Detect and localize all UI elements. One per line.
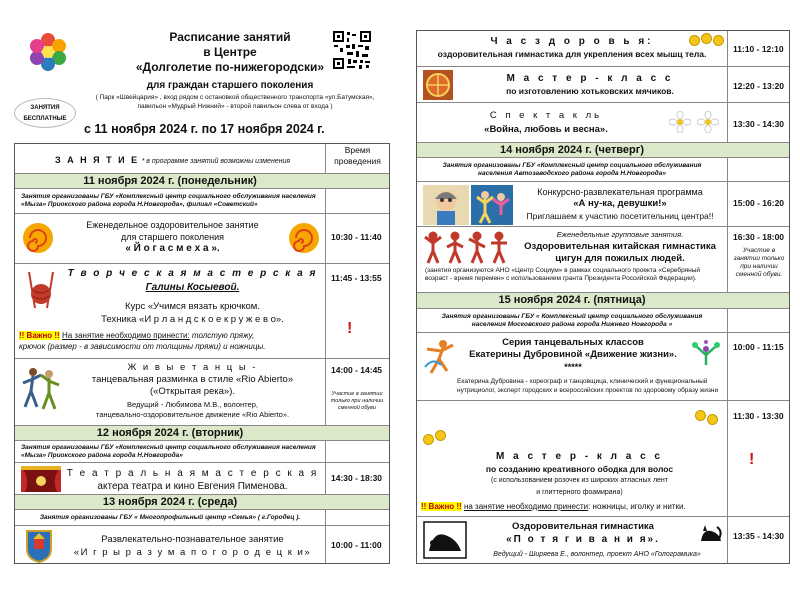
event-crochet-time: 11:45 - 13:55 [331,273,382,283]
event-performance-title: С п е к т а к ль [489,110,603,121]
event-dances-movement: танцевально-оздоровительное движение «Rio Abierto». [95,410,290,419]
cat-silhouette-icon [699,521,723,543]
event-mind-games-time: 10:00 - 11:00 [331,540,382,550]
col-header-activity [55,155,325,165]
event-qigong [417,226,789,292]
event-dances-title: Ж и в ы е т а н ц ы - [127,362,258,373]
org-thursday-text: Занятия организованы ГБУ «Комплексный центр социального обслуживания населения Автозаводского района города Н.Новгорода» [442,162,702,177]
event-qigong-shoes-note: Участие в занятии только при наличии сменной обуви. [733,247,785,278]
yarn-ball-icon [23,270,59,310]
col-header-time-line-1: Время [344,145,371,155]
event-dances-host: Ведущий - Любимова М.В., волонтер, [127,400,258,409]
event-khotkovo-title: М а с т е р - к л а с с [506,73,674,84]
event-laughter-yoga-title: « Й о г а с м е х а ». [125,243,220,254]
event-crochet-title: Т в о р ч е с к а я м а с т е р с к а я [67,268,318,279]
event-crochet-host: Галины Косыевой. [145,282,240,293]
col-header-time [326,145,389,167]
smiley-icon [423,434,434,445]
title-line-4: для граждан старшего поколения [146,80,314,91]
org-friday-text: Занятия организованы ГБУ « Комплексный центр социального обслуживания населения Московского района города Нижнего Новгорода » [441,313,703,328]
event-girls-contest-title: «А ну-ка, девушки!» [573,198,667,209]
smiley-icon [707,414,718,425]
event-headband-materials-2: и глиттерного фоамирана) [536,489,623,496]
flower-icon [697,111,719,133]
event-laughter-yoga-line-2: для старшего поколения [120,232,225,242]
event-live-dances [15,358,389,425]
theatre-curtain-icon [21,466,61,492]
event-girls-contest-line-1: Конкурсно-развлекательная программа [537,187,703,197]
event-dances-shoes-note: Участие в занятии только при наличии сменной обуви [330,391,384,411]
smiley-icon [695,410,706,421]
col-header-time-line-2: проведения [334,156,381,166]
exclamation-icon: ! [749,451,755,468]
event-stretching-host: Ведущий - Ширяева Е., волонтер, проект АНО «Голограмика» [493,551,701,558]
sun-swirl-icon-right [287,222,321,254]
org-monday [15,190,389,213]
day-header-wednesday [15,494,389,510]
craft-ball-icon [423,70,453,100]
event-headband-note-a: на занятие необходимо принести [463,502,589,511]
flower-icon [669,111,691,133]
event-khotkovo-desc: по изготовлению хотьковских мячиков. [506,86,674,96]
event-khotkovo-balls [417,66,789,102]
event-movement-of-life [417,332,789,400]
event-crochet-note-2: крючок (размер - в зависимости от толщины пряжи) и ножницы. [19,342,266,351]
event-performance-name: «Война, любовь и весна». [484,124,608,135]
day-header-tuesday [15,425,389,441]
event-stretching-line-1: Оздоровительная гимнастика [512,521,654,532]
event-qigong-line-1: Еженедельные групповые занятия. [556,230,684,239]
address-line-1: ( Парк «Швейцария» , вход рядом с остановкой общественного транспорта «ул.Батумская», [95,94,375,101]
day-thursday-label: 14 ноября 2024 г. (четверг) [500,144,644,156]
important-badge-crochet: !! Важно !! [19,331,60,340]
schedule-title [100,30,360,75]
event-mind-games-title: «И г р ы р а з у м а п о г о р о д е ц к и» [73,547,312,558]
event-crochet-workshop [15,263,389,358]
event-qigong-time: 16:30 - 18:00 [733,232,785,242]
event-headband-materials-1: (с использованием розочек из широких атласных лент [490,477,668,484]
address-line-2: павильон «Мудрый Нижний» - второй павильон слева от входа ) [137,103,333,110]
right-schedule-table [416,30,790,564]
event-dances-time: 14:00 - 14:45 [331,365,383,375]
day-header-thursday [417,142,789,158]
event-crochet-technique: Техника «И р л а н д с к о е к р у ж е в о». [101,314,284,325]
day-monday-label: 11 ноября 2024 г. (понедельник) [83,175,257,187]
org-tuesday-text: Занятия организованы ГБУ «Комплексный центр социального обслуживания населения «Мыза» Приокского района города Н.Новгорода» [21,444,316,459]
event-performance [417,102,789,142]
event-stretching-title: «П о т я г и в а н и я». [506,534,660,545]
event-crochet-note-b: толстую пряжу, [191,331,255,340]
event-health-hour-title: Ч а с з д о р о в ь я: [490,36,654,47]
event-girls-contest-time: 15:00 - 16:20 [733,198,785,208]
day-friday-label: 15 ноября 2024 г. (пятница) [498,294,646,306]
free-classes-badge [14,98,76,128]
center-logo [24,28,72,76]
dancing-girls-icon [471,185,513,225]
important-badge-headband: !! Важно !! [421,502,462,511]
day-wednesday-label: 13 ноября 2024 г. (среда) [102,496,238,508]
dancers-icon [21,365,61,411]
event-qigong-title: Оздоровительная китайская гимнастика [524,241,716,252]
org-tuesday [15,442,389,462]
event-theatre-workshop [15,462,389,494]
event-movement-time: 10:00 - 11:15 [733,342,784,352]
title-line-2: в Центре [203,45,257,59]
event-health-hour [417,30,789,66]
event-movement-bio: Екатерина Дубровина - хореограф и танцовщица, клинический и функциональный нутрициолог, эксперт городских и всероссийских проектов по здоровому образу жизни [457,378,719,394]
event-laughter-yoga-line-1: Еженедельное оздоровительное занятие [86,220,259,230]
org-thursday [417,159,789,181]
event-khotkovo-time: 12:20 - 13:20 [733,81,785,91]
gorodets-emblem-icon [23,529,55,563]
title-line-1: Расписание занятий [169,30,291,44]
event-qigong-grant-note: (занятия организуются АНО «Центр Социум» в рамках социального проекта «Серебряный возраст - время перемен» с использованием гранта Президента Российской Федерации). [425,267,701,282]
left-schedule-table [14,143,390,564]
event-stretching-time: 13:35 - 14:30 [733,531,785,541]
event-crochet-course: Курс «Учимся вязать крючком. [125,301,260,312]
qigong-figures-icon [423,231,515,265]
event-theatre-title: Т е а т р а л ь н а я м а с т е р с к а я [66,468,319,479]
event-headband-masterclass [417,400,789,516]
org-wednesday [15,511,389,525]
tree-figure-icon [689,339,723,369]
col-header-activity-label: З А Н Я Т И Е [55,155,140,165]
event-movement-series: Серия танцевальных классов [502,337,644,348]
title-line-3: «Долголетие по-нижегородски» [135,60,325,74]
woman-cartoon-icon [423,185,469,225]
address [70,93,400,111]
col-header-note: * в программе занятий возможны изменения [141,158,291,165]
event-theatre-time: 14:30 - 18:30 [331,473,383,483]
event-theatre-host: актера театра и кино Евгения Пименова. [97,481,288,492]
event-mind-games-line-1: Развлекательно-познавательное занятие [101,534,284,545]
event-performance-time: 13:30 - 14:30 [733,119,785,129]
event-laughter-yoga-time: 10:30 - 11:40 [331,232,382,242]
event-qigong-subtitle: цигун для пожилых людей. [555,253,685,264]
smiley-icon [713,35,724,46]
qr-code [332,30,372,70]
event-dances-line-2: танцевальная разминка в стиле «Rio Abierto» [91,374,294,385]
event-headband-time: 11:30 - 13:30 [733,411,784,421]
event-girls-contest [417,181,789,226]
smiley-icon [435,430,446,441]
day-header-monday [15,173,389,189]
event-stretching [417,516,789,565]
org-monday-text: Занятия организованы ГБУ «Комплексный центр социального обслуживания населения «Мыза» Приокского района города Н.Новгорода», филиал «Советский» [21,193,316,208]
event-health-hour-time: 11:10 - 12:10 [733,44,784,54]
event-headband-desc: по созданию креативного ободка для волос [485,464,674,474]
org-friday [417,310,789,332]
dancer-silhouette-icon [423,339,457,375]
badge-line-2: БЕСПЛАТНЫЕ [23,116,67,122]
event-dances-line-3: («Открытая река»). [149,386,236,397]
org-wednesday-text: Занятия организованы ГБУ « Многопрофильный центр «Семья» ( г.Городец ). [39,514,301,521]
day-header-friday [417,292,789,309]
event-crochet-note-a: На занятие необходимо принести: [61,331,190,340]
event-headband-title: М а с т е р - к л а с с [496,451,663,462]
event-movement-stars: ***** [564,362,582,372]
exclamation-icon: ! [347,320,353,337]
stretching-cat-icon [423,521,467,559]
smiley-icon [689,35,700,46]
sun-swirl-icon [21,222,55,254]
date-range: с 11 ноября 2024 г. по 17 ноября 2024 г. [84,122,325,136]
event-health-hour-desc: оздоровительная гимнастика для укрепления всех мышц тела. [437,49,707,59]
badge-line-1: ЗАНЯТИЯ [30,105,60,111]
event-laughter-yoga [15,213,389,263]
event-movement-title: Екатерины Дубровиной «Движение жизни». [469,349,677,360]
event-girls-contest-invite: Приглашаем к участию посетительниц центра!! [526,211,714,221]
smiley-icon [701,33,712,44]
day-tuesday-label: 12 ноября 2024 г. (вторник) [96,427,244,439]
event-mind-games [15,525,389,565]
table-header-row [15,143,389,173]
event-headband-note-b: : ножницы, иголку и нитки. [588,502,686,511]
